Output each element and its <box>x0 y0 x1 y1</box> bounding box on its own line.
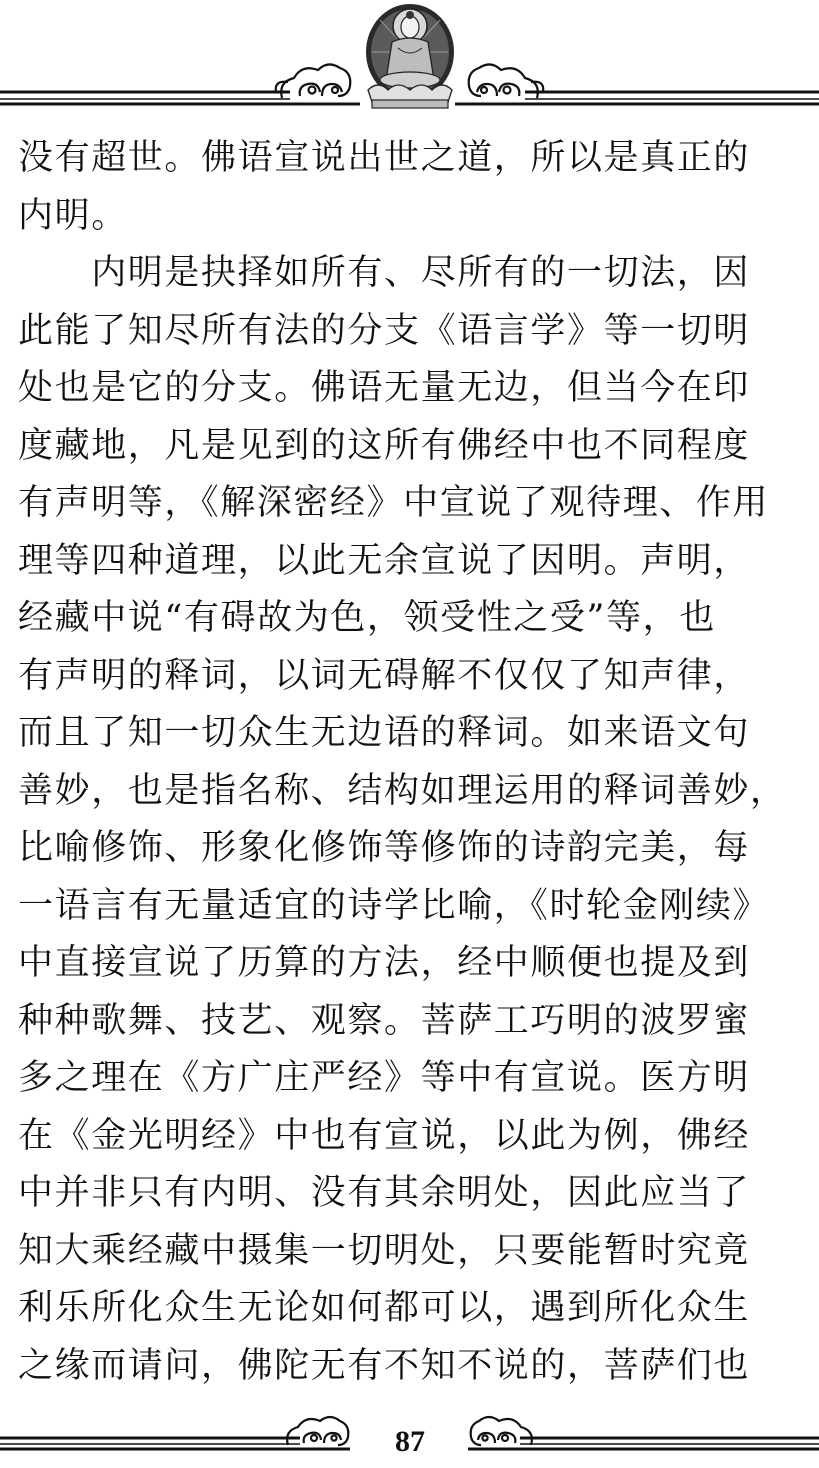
page-number: 87 <box>395 1425 425 1458</box>
text-line: 有声明等，《解深密经》中宣说了观待理、作用 <box>18 483 770 523</box>
text-line: 多之理在《方广庄严经》等中有宣说。医方明 <box>18 1058 751 1098</box>
text-line: 内明。 <box>18 195 128 236</box>
text-line: 种种歌舞、技艺、观察。菩萨工巧明的波罗蜜 <box>18 1000 751 1041</box>
footer-rule-right <box>468 1438 819 1449</box>
header-rule-left <box>0 92 360 104</box>
text-line: 之缘而请问，佛陀无有不知不说的，菩萨们也 <box>18 1345 751 1386</box>
header-rule-right <box>455 92 819 104</box>
text-line: 此能了知尽所有法的分支《语言学》等一切明 <box>18 310 751 351</box>
text-line: 度藏地，凡是见到的这所有佛经中也不同程度 <box>18 425 751 466</box>
text-line: 比喻修饰、形象化修饰等修饰的诗韵完美，每 <box>18 828 751 868</box>
text-line: 经藏中说“有碍故为色，领受性之受”等，也 <box>18 598 716 638</box>
cloud-scroll-icon <box>287 1417 348 1445</box>
body-text <box>18 130 804 1395</box>
cloud-scroll-icon <box>471 1417 532 1445</box>
text-line: 内明是抉择如所有、尽所有的一切法，因 <box>18 253 751 293</box>
footer-rule-left <box>0 1438 350 1449</box>
text-line: 利乐所化众生无论如何都可以，遇到所化众生 <box>18 1288 751 1328</box>
text-line: 没有超世。佛语宣说出世之道，所以是真正的 <box>18 138 751 178</box>
text-line: 处也是它的分支。佛语无量无边，但当今在印 <box>18 368 751 408</box>
header-ornament <box>0 0 819 125</box>
buddha-figure-icon <box>366 4 454 108</box>
text-line: 而且了知一切众生无边语的释词。如来语文句 <box>18 713 751 753</box>
text-line: 一语言有无量适宜的诗学比喻，《时轮金刚续》 <box>18 885 770 926</box>
text-line: 有声明的释词，以词无碍解不仅仅了知声律， <box>18 655 751 696</box>
text-line: 在《金光明经》中也有宣说，以此为例，佛经 <box>18 1115 751 1156</box>
text-line: 知大乘经藏中摄集一切明处，只要能暂时究竟 <box>18 1230 751 1271</box>
text-line: 中并非只有内明、没有其余明处，因此应当了 <box>18 1173 751 1213</box>
text-line: 理等四种道理，以此无余宣说了因明。声明， <box>18 540 751 581</box>
text-line: 中直接宣说了历算的方法，经中顺便也提及到 <box>18 943 751 983</box>
text-line: 善妙，也是指名称、结构如理运用的释词善妙， <box>18 770 787 811</box>
